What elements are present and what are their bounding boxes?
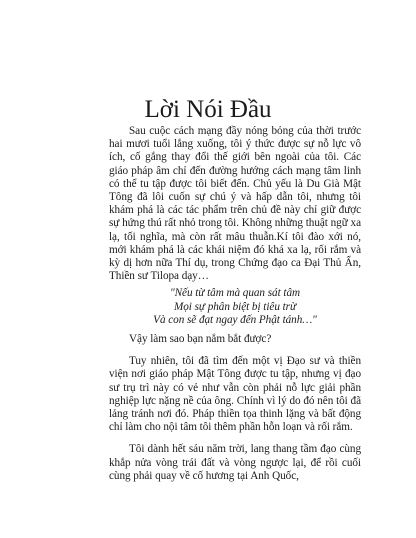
- paragraph-3: Tuy nhiên, tôi đã tìm đến một vị Đạo sư và thiền viện nơi giáo pháp Mật Tông được tu tập, nhưng vị đạo sư trụ trì này có vẻ như vẫn còn phải nỗ lực giải phần nghiệp lực nặng nề của ông. Chính vì lý do đó nên tôi đã lảng tránh nơi đó. Pháp thiền tọa thinh lặng và bất động chỉ làm cho nội tâm tôi thêm phần hỗn loạn và rối rắm.: [109, 355, 361, 434]
- paragraph-4: Tôi dành hết sáu năm trời, lang thang tầm đạo cùng khắp nửa vòng trái đất và vòng ngược lại, để rồi cuối cùng phải quay về cố hương tại Anh Quốc,: [109, 443, 361, 482]
- quote-block: [109, 287, 361, 327]
- quote-line-1: "Nếu từ tâm mà quan sát tâm: [169, 287, 301, 300]
- paragraph-1: Sau cuộc cách mạng đầy nóng bỏng của thời trước hai mươi tuổi lắng xuống, tôi ý thức được sự nỗ lực vô ích, cố gắng thay đổi thế giới bên ngoài của tôi. Các giáo pháp âm chỉ đến đường hướng cách mạng tâm linh có thể tu tập được tôi biết đến. Chủ yếu là Du Già Mật Tông đã lôi cuốn sự chú ý và hấp dẫn tôi, nhưng tôi khám phá là các tác phẩm trên chủ đề này chỉ giữ được sự hứng thú rất nhỏ trong tôi. Không những thuật ngữ xa lạ, tối nghĩa, mà còn rất mâu thuẫn.Kí tôi đào xới nó, mới khám phá là các khái niệm đó khá xa lạ, rối rắm và kỳ dị hơn nữa Thí dụ, trong Chứng đạo ca Đại Thủ Ấn, Thiền sư Tilopa dạy…: [109, 125, 361, 283]
- preface-body: [109, 125, 361, 483]
- quote-line-2: Mọi sự phân biệt bị tiêu trừ: [173, 300, 297, 313]
- quote-line-3: Và con sẽ đạt ngay đến Phật tánh…": [153, 313, 317, 326]
- page-title: Lời Nói Đầu: [144, 95, 272, 123]
- paragraph-2: Vậy làm sao bạn nắm bắt được?: [129, 333, 272, 346]
